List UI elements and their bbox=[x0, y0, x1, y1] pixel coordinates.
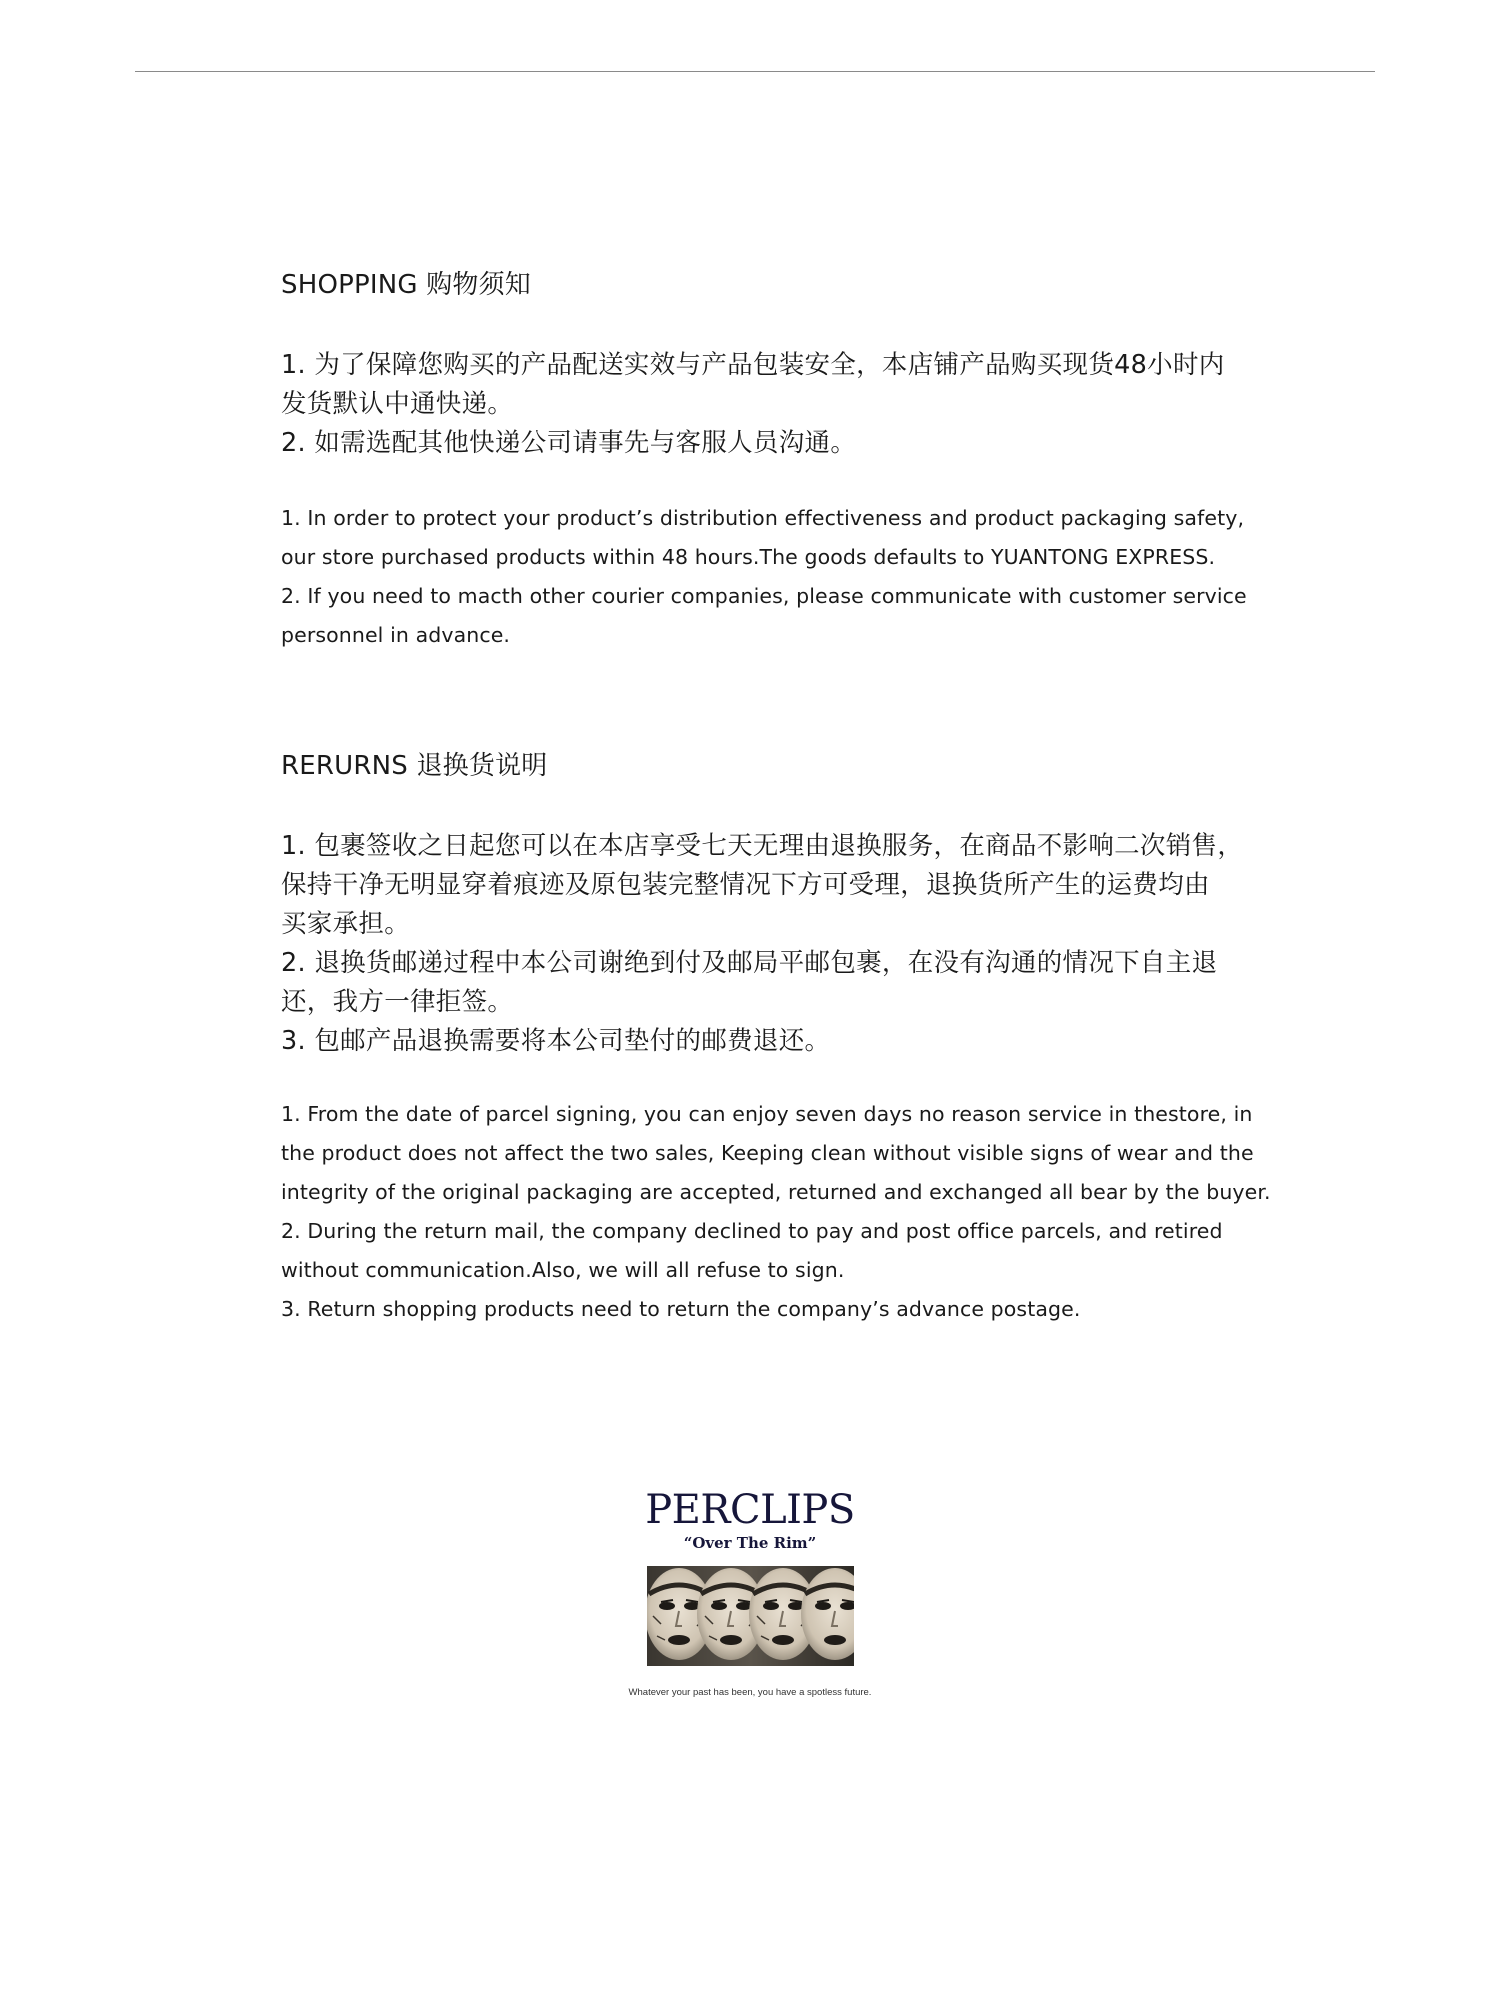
shopping-cn-line: 发货默认中通快递。 bbox=[281, 389, 514, 419]
shopping-cn-line: 2. 如需选配其他快递公司请事先与客服人员沟通。 bbox=[281, 428, 857, 458]
returns-cn-line: 3. 包邮产品退换需要将本公司垫付的邮费退还。 bbox=[281, 1026, 831, 1056]
returns-cn-line: 买家承担。 bbox=[281, 909, 411, 939]
returns-section bbox=[281, 749, 1271, 1321]
returns-english-text bbox=[281, 1095, 1271, 1329]
shopping-section bbox=[281, 268, 1247, 647]
shopping-english-text bbox=[281, 499, 1247, 655]
returns-cn-line: 2. 退换货邮递过程中本公司谢绝到付及邮局平邮包裹，在没有沟通的情况下自主退 bbox=[281, 948, 1218, 978]
brand-motto: Whatever your past has been, you have a spotless future. bbox=[628, 1687, 872, 1698]
shopping-en-line: personnel in advance. bbox=[281, 623, 511, 647]
returns-en-line: the product does not affect the two sales, Keeping clean without visible signs of wear and the bbox=[281, 1141, 1254, 1165]
shopping-title: SHOPPING 购物须知 bbox=[281, 270, 532, 300]
returns-en-line: 2. During the return mail, the company declined to pay and post office parcels, and retired bbox=[281, 1219, 1223, 1243]
returns-title: RERURNS 退换货说明 bbox=[281, 751, 548, 781]
returns-cn-line: 还，我方一律拒签。 bbox=[281, 987, 514, 1017]
returns-cn-line: 1. 包裹签收之日起您可以在本店享受七天无理由退换服务，在商品不影响二次销售， bbox=[281, 831, 1244, 861]
shopping-en-line: 1. In order to protect your product’s distribution effectiveness and product packaging safety, bbox=[281, 506, 1245, 530]
shopping-cn-line: 1. 为了保障您购买的产品配送实效与产品包装安全，本店铺产品购买现货48小时内 bbox=[281, 350, 1225, 380]
shopping-en-line: 2. If you need to macth other courier companies, please communicate with customer service bbox=[281, 584, 1247, 608]
brand-block bbox=[0, 1488, 1500, 1700]
shopping-en-line: our store purchased products within 48 hours.The goods defaults to YUANTONG EXPRESS. bbox=[281, 545, 1216, 569]
brand-tagline: “Over The Rim” bbox=[683, 1534, 817, 1552]
returns-chinese-text bbox=[281, 827, 1243, 1061]
returns-en-line: 1. From the date of parcel signing, you can enjoy seven days no reason service in thestore, in bbox=[281, 1102, 1253, 1126]
returns-cn-line: 保持干净无明显穿着痕迹及原包装完整情况下方可受理，退换货所产生的运费均由 bbox=[281, 870, 1210, 900]
returns-en-line: 3. Return shopping products need to return the company’s advance postage. bbox=[281, 1297, 1081, 1321]
brand-logo: PERCLIPS bbox=[645, 1487, 855, 1533]
top-divider bbox=[135, 71, 1375, 72]
brand-faces-image bbox=[647, 1566, 854, 1666]
returns-en-line: without communication.Also, we will all refuse to sign. bbox=[281, 1258, 845, 1282]
returns-en-line: integrity of the original packaging are accepted, returned and exchanged all bear by the buyer. bbox=[281, 1180, 1271, 1204]
shopping-chinese-text bbox=[281, 346, 1225, 463]
